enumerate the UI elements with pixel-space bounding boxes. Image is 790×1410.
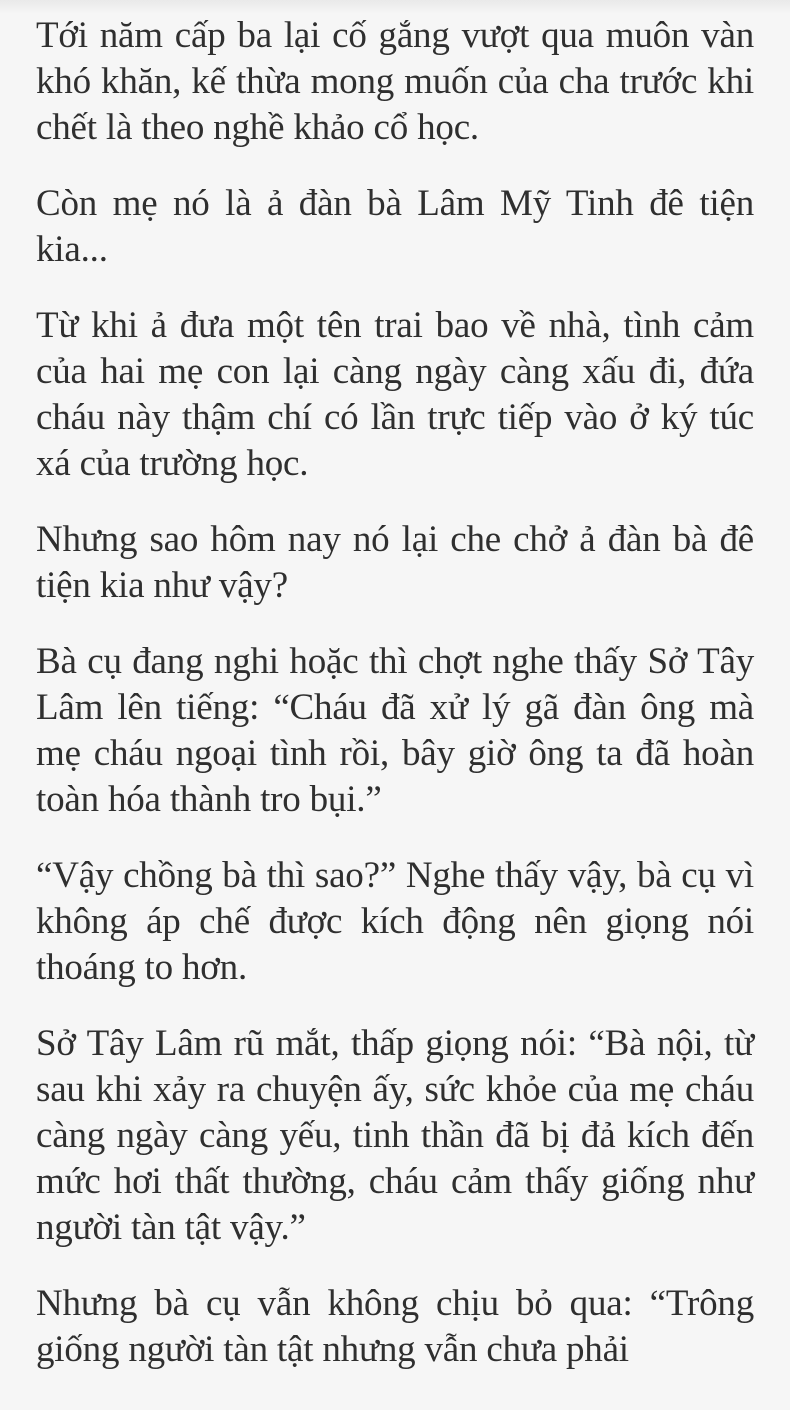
page-top-shade xyxy=(0,0,790,14)
paragraph: Sở Tây Lâm rũ mắt, thấp giọng nói: “Bà nội, từ sau khi xảy ra chuyện ấy, sức khỏe của mẹ cháu càng ngày càng yếu, tinh thần đã bị đả kích đến mức hơi thất thường, cháu cảm thấy giống như người tàn tật vậy.” xyxy=(36,1023,754,1248)
paragraph: Còn mẹ nó là ả đàn bà Lâm Mỹ Tinh đê tiện kia... xyxy=(36,183,754,270)
paragraph: “Vậy chồng bà thì sao?” Nghe thấy vậy, bà cụ vì không áp chế được kích động nên giọng nói thoáng to hơn. xyxy=(36,855,754,988)
paragraph: Bà cụ đang nghi hoặc thì chợt nghe thấy Sở Tây Lâm lên tiếng: “Cháu đã xử lý gã đàn ông mà mẹ cháu ngoại tình rồi, bây giờ ông ta đã hoàn toàn hóa thành tro bụi.” xyxy=(36,641,754,820)
paragraph: Tới năm cấp ba lại cố gắng vượt qua muôn vàn khó khăn, kế thừa mong muốn của cha trước khi chết là theo nghề khảo cổ học. xyxy=(36,15,754,148)
paragraph: Từ khi ả đưa một tên trai bao về nhà, tình cảm của hai mẹ con lại càng ngày càng xấu đi, đứa cháu này thậm chí có lần trực tiếp vào ở ký túc xá của trường học. xyxy=(36,305,754,484)
paragraph: Nhưng bà cụ vẫn không chịu bỏ qua: “Trông giống người tàn tật nhưng vẫn chưa phải xyxy=(36,1283,754,1370)
paragraph: Nhưng sao hôm nay nó lại che chở ả đàn bà đê tiện kia như vậy? xyxy=(36,519,754,606)
